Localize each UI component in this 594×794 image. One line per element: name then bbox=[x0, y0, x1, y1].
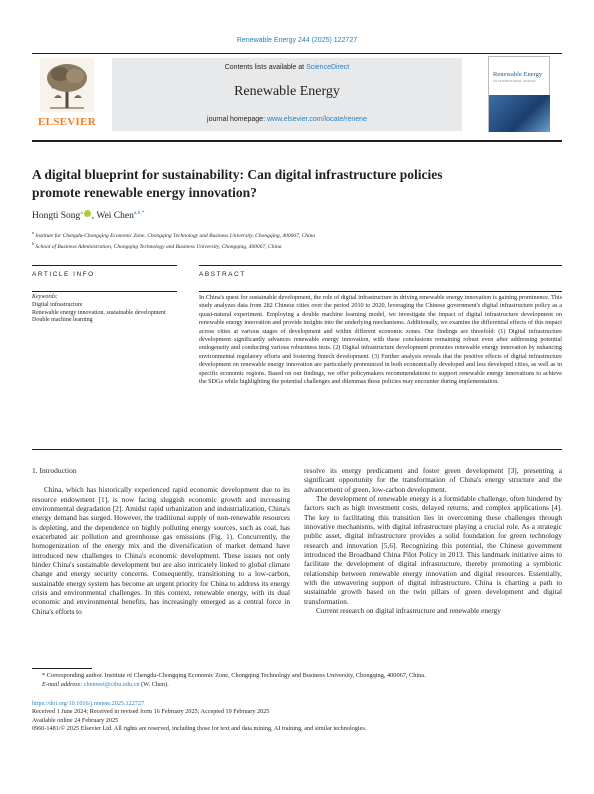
keywords-block bbox=[32, 291, 177, 325]
author-name[interactable]: Hongti Song bbox=[32, 211, 81, 222]
journal-cover-thumbnail[interactable] bbox=[488, 56, 550, 132]
journal-reference[interactable]: Renewable Energy 244 (2025) 122727 bbox=[236, 37, 358, 44]
publication-info bbox=[32, 700, 562, 734]
body-column-left bbox=[32, 466, 290, 616]
cover-image bbox=[489, 95, 550, 132]
copyright-line: 0960-1481/© 2025 Elsevier Ltd. All rights are reserved, including those for text and data mining, AI training, and similar technologies. bbox=[32, 725, 367, 733]
footnote-rule bbox=[32, 668, 92, 669]
footnote-text: Corresponding author. Institute of Chengdu-Chongqing Economic Zone, Chongqing Technology and Business University, Chongqing, 400067, China. bbox=[46, 672, 426, 679]
sciencedirect-link[interactable]: ScienceDirect bbox=[306, 64, 350, 71]
corresponding-author-footnote bbox=[32, 672, 562, 689]
keyword-item: Renewable energy innovation. sustainable development bbox=[32, 309, 166, 316]
homepage-link[interactable]: www.elsevier.com/locate/renene bbox=[266, 116, 367, 123]
abstract-heading: ABSTRACT bbox=[199, 271, 246, 278]
affiliation-item: $^a$ Institute for Chengdu-Chongqing Economic Zone, Chongqing Technology and Business University, Chongqing, 400067, China bbox=[32, 230, 316, 239]
orcid-icon[interactable] bbox=[84, 210, 91, 217]
author-affil-sup[interactable]: a,b,* bbox=[133, 210, 145, 216]
contents-line bbox=[112, 64, 462, 71]
doi-link[interactable]: https://doi.org/10.1016/j.renene.2025.122727 bbox=[32, 700, 145, 707]
cover-subtitle: AN INTERNATIONAL JOURNAL bbox=[493, 79, 537, 83]
homepage-prefix: journal homepage: bbox=[207, 116, 267, 123]
affiliations bbox=[32, 229, 315, 251]
author-list bbox=[32, 210, 145, 221]
keyword-item: Double machine learning bbox=[32, 317, 93, 324]
body-paragraph: Current research on digital infrastructure and renewable energy bbox=[316, 606, 501, 616]
homepage-line bbox=[112, 116, 462, 123]
journal-name: Renewable Energy bbox=[234, 84, 340, 99]
body-paragraph: China, which has historically experienced rapid economic development due to its resource endowment [1], is now facing sluggish economic growth and increasing environmental degradation [2]. Amidst rapid urbanization and industrialization, China's energy demand has surged. However, the traditional supply of non-renewable resources is depleting, and the dependence on highly polluting energy sources, such as coal, has exacerbated air pollution and greenhouse gas emissions (Fig. 1). Concurrently, the homogenization of the energy mix and the diversification of market demand have introduced new challenges to China's economic development. These issues not only hinder China's sustainable development but are also intricately linked to global climate change and energy security concerns. Consequently, transitioning to a low-carbon, sustainable energy system has become an urgent priority for China to address its energy crisis and environmental challenges. In this context, renewable energy, with its dual economic and environmental benefits, has increasingly emerged as a central force in China's efforts to bbox=[32, 485, 290, 616]
keywords-label: Keywords: bbox=[32, 294, 58, 300]
email-label: E-mail address: bbox=[42, 680, 83, 688]
masthead bbox=[32, 53, 562, 133]
contents-prefix: Contents lists available at bbox=[224, 64, 307, 71]
article-info-rule bbox=[32, 265, 177, 266]
publisher-name: ELSEVIER bbox=[37, 116, 97, 128]
body-column-right bbox=[304, 466, 562, 616]
abstract-bottom-rule bbox=[32, 449, 562, 450]
author-separator: , bbox=[91, 211, 97, 222]
footnote-marker: * bbox=[42, 672, 46, 679]
abstract-text: In China's quest for sustainable development, the role of digital infrastructure in driving renewable energy innovation is gaining prominence. This study analyzes data from 282 Chinese cities over the period 2010 to 2020, leveraging the Chinese government's digital infrastructure policy as a quasi-natural experiment. Employing a double machine learning model, we investigate the impact of digital infrastructure development on renewable energy innovation and provide insights into the underlying mechanisms. Additionally, we examine the differential effects of this impact across cities at various stages of development and within different economic zones. Our findings are threefold: (1) Digital infrastructure development significantly advances renewable energy innovation, with these conclusions remaining robust even after addressing potential endogeneity and conducting various robustness tests. (2) Digital infrastructure development promotes renewable energy innovation by enhancing environmental regulatory efforts and fostering fintech development. (3) Further analysis reveals that the positive effects of digital infrastructure development on renewable energy innovation are particularly pronounced in both economically developed and less developed cities, as well as in specific economic regions. Based on our findings, we offer policymakers recommendations to support renewable energy innovations to achieve the SDGs while highlighting the potential challenges and dilemmas these policies may encounter during implementation. bbox=[199, 291, 562, 386]
body-paragraph: The development of renewable energy is a formidable challenge, often hindered by factors such as high investment costs, delayed returns, and complex applications [4]. The key to facilitating this transition lies in overcoming these challenges through innovative mechanisms, with digital infrastructure playing a crucial role. As a strategic public asset, digital infrastructure provides a solid foundation for green technology research and innovation [5,6]. Recognizing this potential, the Chinese government introduced the Broadband China Pilot Policy in 2013. This landmark initiative aims to facilitate the development of digital infrastructure, thereby promoting a symbiotic relationship between renewable energy innovation and digital resources. Essentially, with the unwavering support of digital infrastructure, China is charting a path to sustainable growth based on the twin pillars of green development and digital transformation. bbox=[304, 494, 562, 606]
article-info-heading: ARTICLE INFO bbox=[32, 271, 95, 278]
article-title: A digital blueprint for sustainability: Can digital infrastructure policies promote renewable energy innovation? bbox=[32, 167, 443, 200]
masthead-rule bbox=[32, 140, 562, 142]
affiliation-item: $^b$ School of Business Administration, Chongqing Technology and Business University, Chongqing, 400067, China bbox=[32, 240, 282, 250]
elsevier-logo[interactable] bbox=[34, 58, 100, 132]
section-title: 1. Introduction bbox=[32, 466, 77, 475]
author-affil-sup[interactable]: a bbox=[80, 210, 83, 216]
author-name[interactable]: Wei Chen bbox=[96, 211, 134, 222]
keyword-item: Digital infrastructure bbox=[32, 301, 83, 308]
available-online: Available online 24 February 2025 bbox=[32, 716, 119, 724]
cover-title: Renewable Energy bbox=[493, 71, 543, 78]
received-dates: Received 1 June 2024; Received in revised form 16 February 2025; Accepted 19 February 2025 bbox=[32, 708, 270, 716]
email-suffix: (W. Chen). bbox=[139, 680, 169, 688]
email-link[interactable]: chenwei@ctbu.edu.cn bbox=[83, 680, 140, 688]
masthead-center bbox=[112, 58, 462, 131]
body-paragraph: resolve its energy predicament and foster green development [3], presenting a significant opportunity for the transformation of China's energy structure and the advancement of green, low-carbon development. bbox=[304, 466, 562, 494]
abstract-rule bbox=[199, 265, 562, 266]
elsevier-tree-icon bbox=[40, 58, 94, 112]
